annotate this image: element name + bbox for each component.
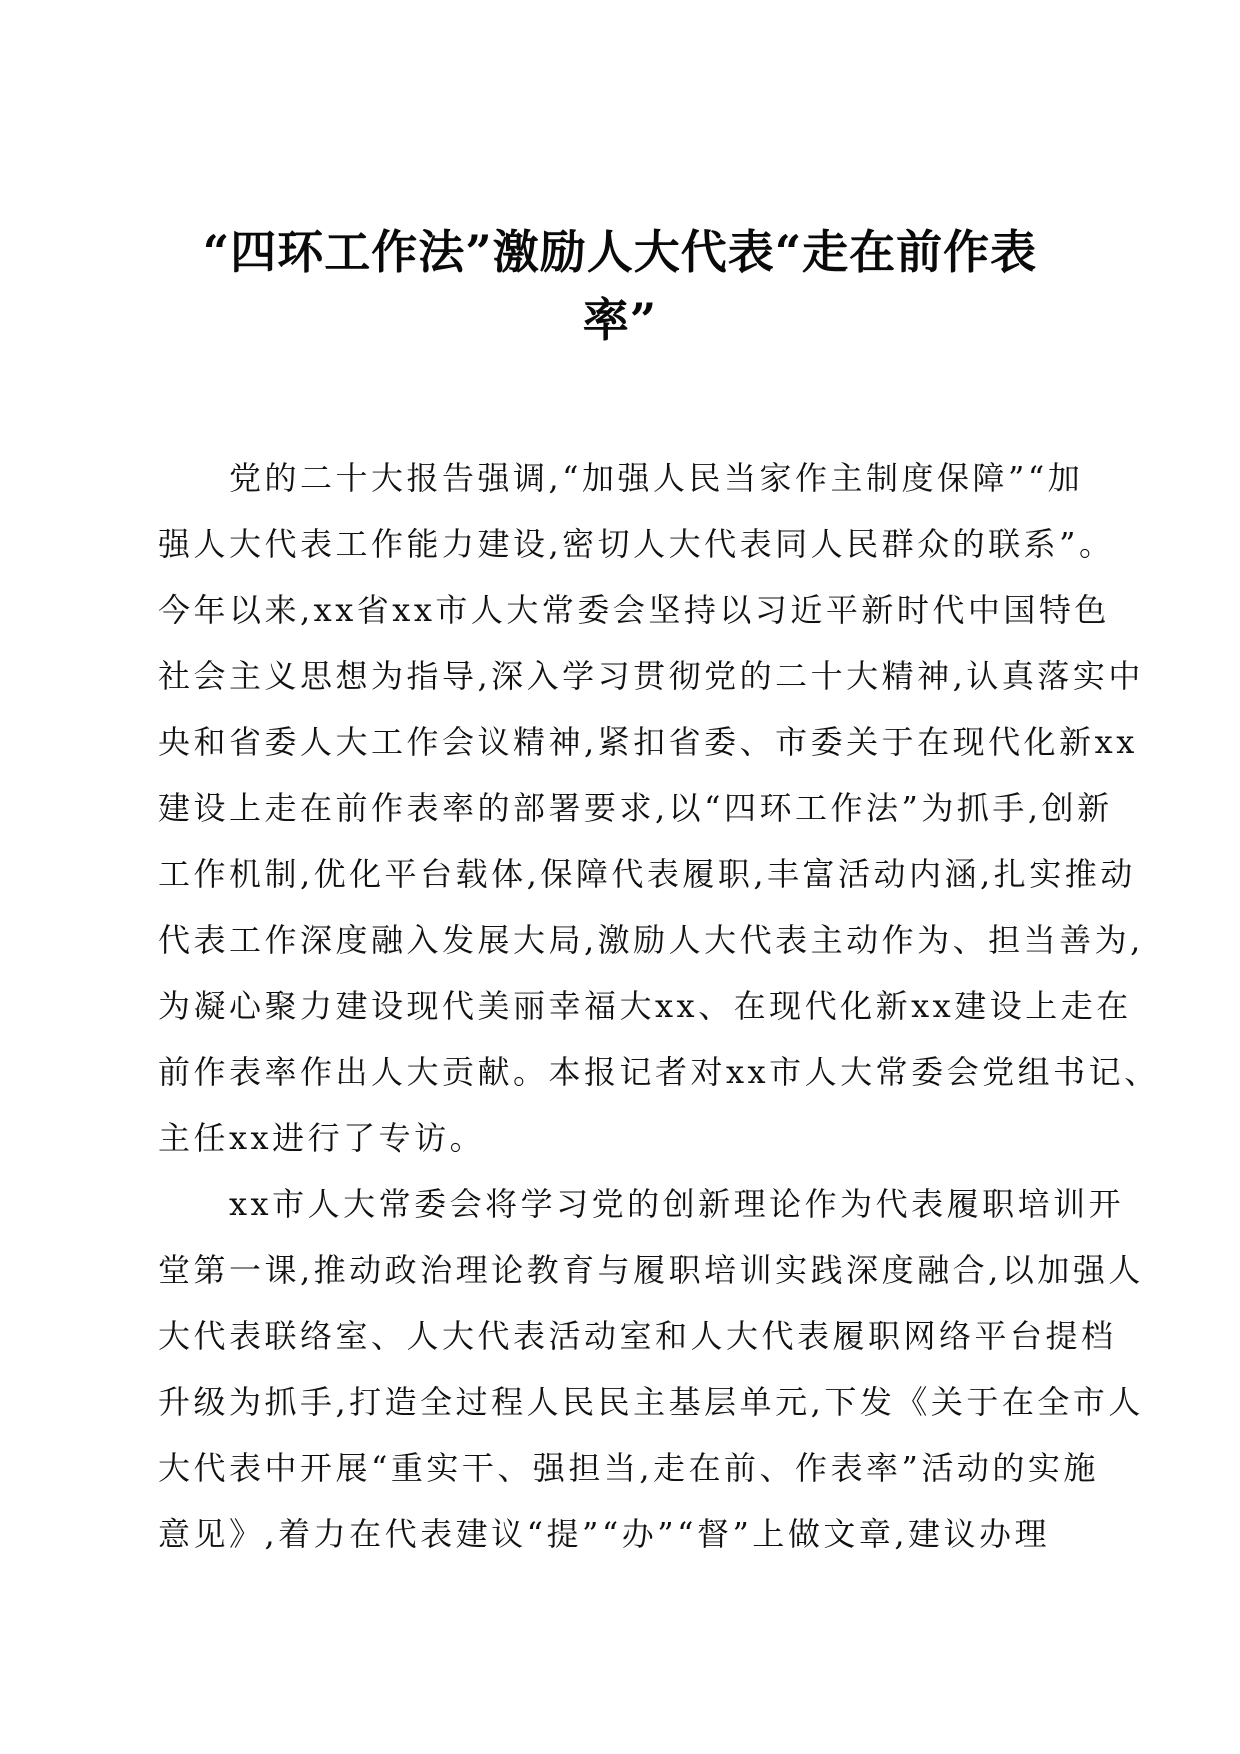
paragraph-line: 建设上走在前作表率的部署要求,以“四环工作法”为抓手,创新 [158, 789, 1113, 827]
paragraph-2 [158, 1171, 1144, 1567]
paragraph-line: 代表工作深度融入发展大局,激励人大代表主动作为、担当善为, [158, 921, 1144, 959]
document-title: “四环工作法”激励人大代表“走在前作表 率” [202, 225, 1038, 347]
paragraph-line: 堂第一课,推动政治理论教育与履职培训实践深度融合,以加强人 [158, 1251, 1144, 1289]
paragraph-line: 央和省委人大工作会议精神,紧扣省委、市委关于在现代化新xx [158, 723, 1138, 761]
paragraph-line: 工作机制,优化平台载体,保障代表履职,丰富活动内涵,扎实推动 [158, 855, 1136, 893]
document-body [158, 445, 1160, 1567]
paragraph-line: 社会主义思想为指导,深入学习贯彻党的二十大精神,认真落实中 [158, 657, 1144, 695]
paragraph-line: xx市人大常委会将学习党的创新理论作为代表履职培训开 [158, 1185, 1125, 1223]
paragraph-1 [158, 445, 1160, 1171]
paragraph-line: 主任xx进行了专访。 [158, 1119, 486, 1157]
paragraph-line: 意见》,着力在代表建议“提”“办”“督”上做文章,建议办理 [158, 1515, 1051, 1553]
paragraph-line: 今年以来,xx省xx市人大常委会坚持以习近平新时代中国特色 [158, 591, 1110, 629]
paragraph-line: 升级为抓手,打造全过程人民民主基层单元,下发《关于在全市人 [158, 1383, 1144, 1421]
paragraph-line: 前作表率作出人大贡献。本报记者对xx市人大常委会党组书记、 [158, 1053, 1160, 1091]
paragraph-line: 为凝心聚力建设现代美丽幸福大xx、在现代化新xx建设上走在 [158, 987, 1132, 1025]
paragraph-line: 党的二十大报告强调,“加强人民当家作主制度保障”“加 [158, 459, 1084, 497]
paragraph-line: 强人大代表工作能力建设,密切人大代表同人民群众的联系”。 [158, 525, 1115, 563]
paragraph-line: 大代表联络室、人大代表活动室和人大代表履职网络平台提档 [158, 1317, 1117, 1355]
paragraph-line: 大代表中开展“重实干、强担当,走在前、作表率”活动的实施 [158, 1449, 1099, 1487]
